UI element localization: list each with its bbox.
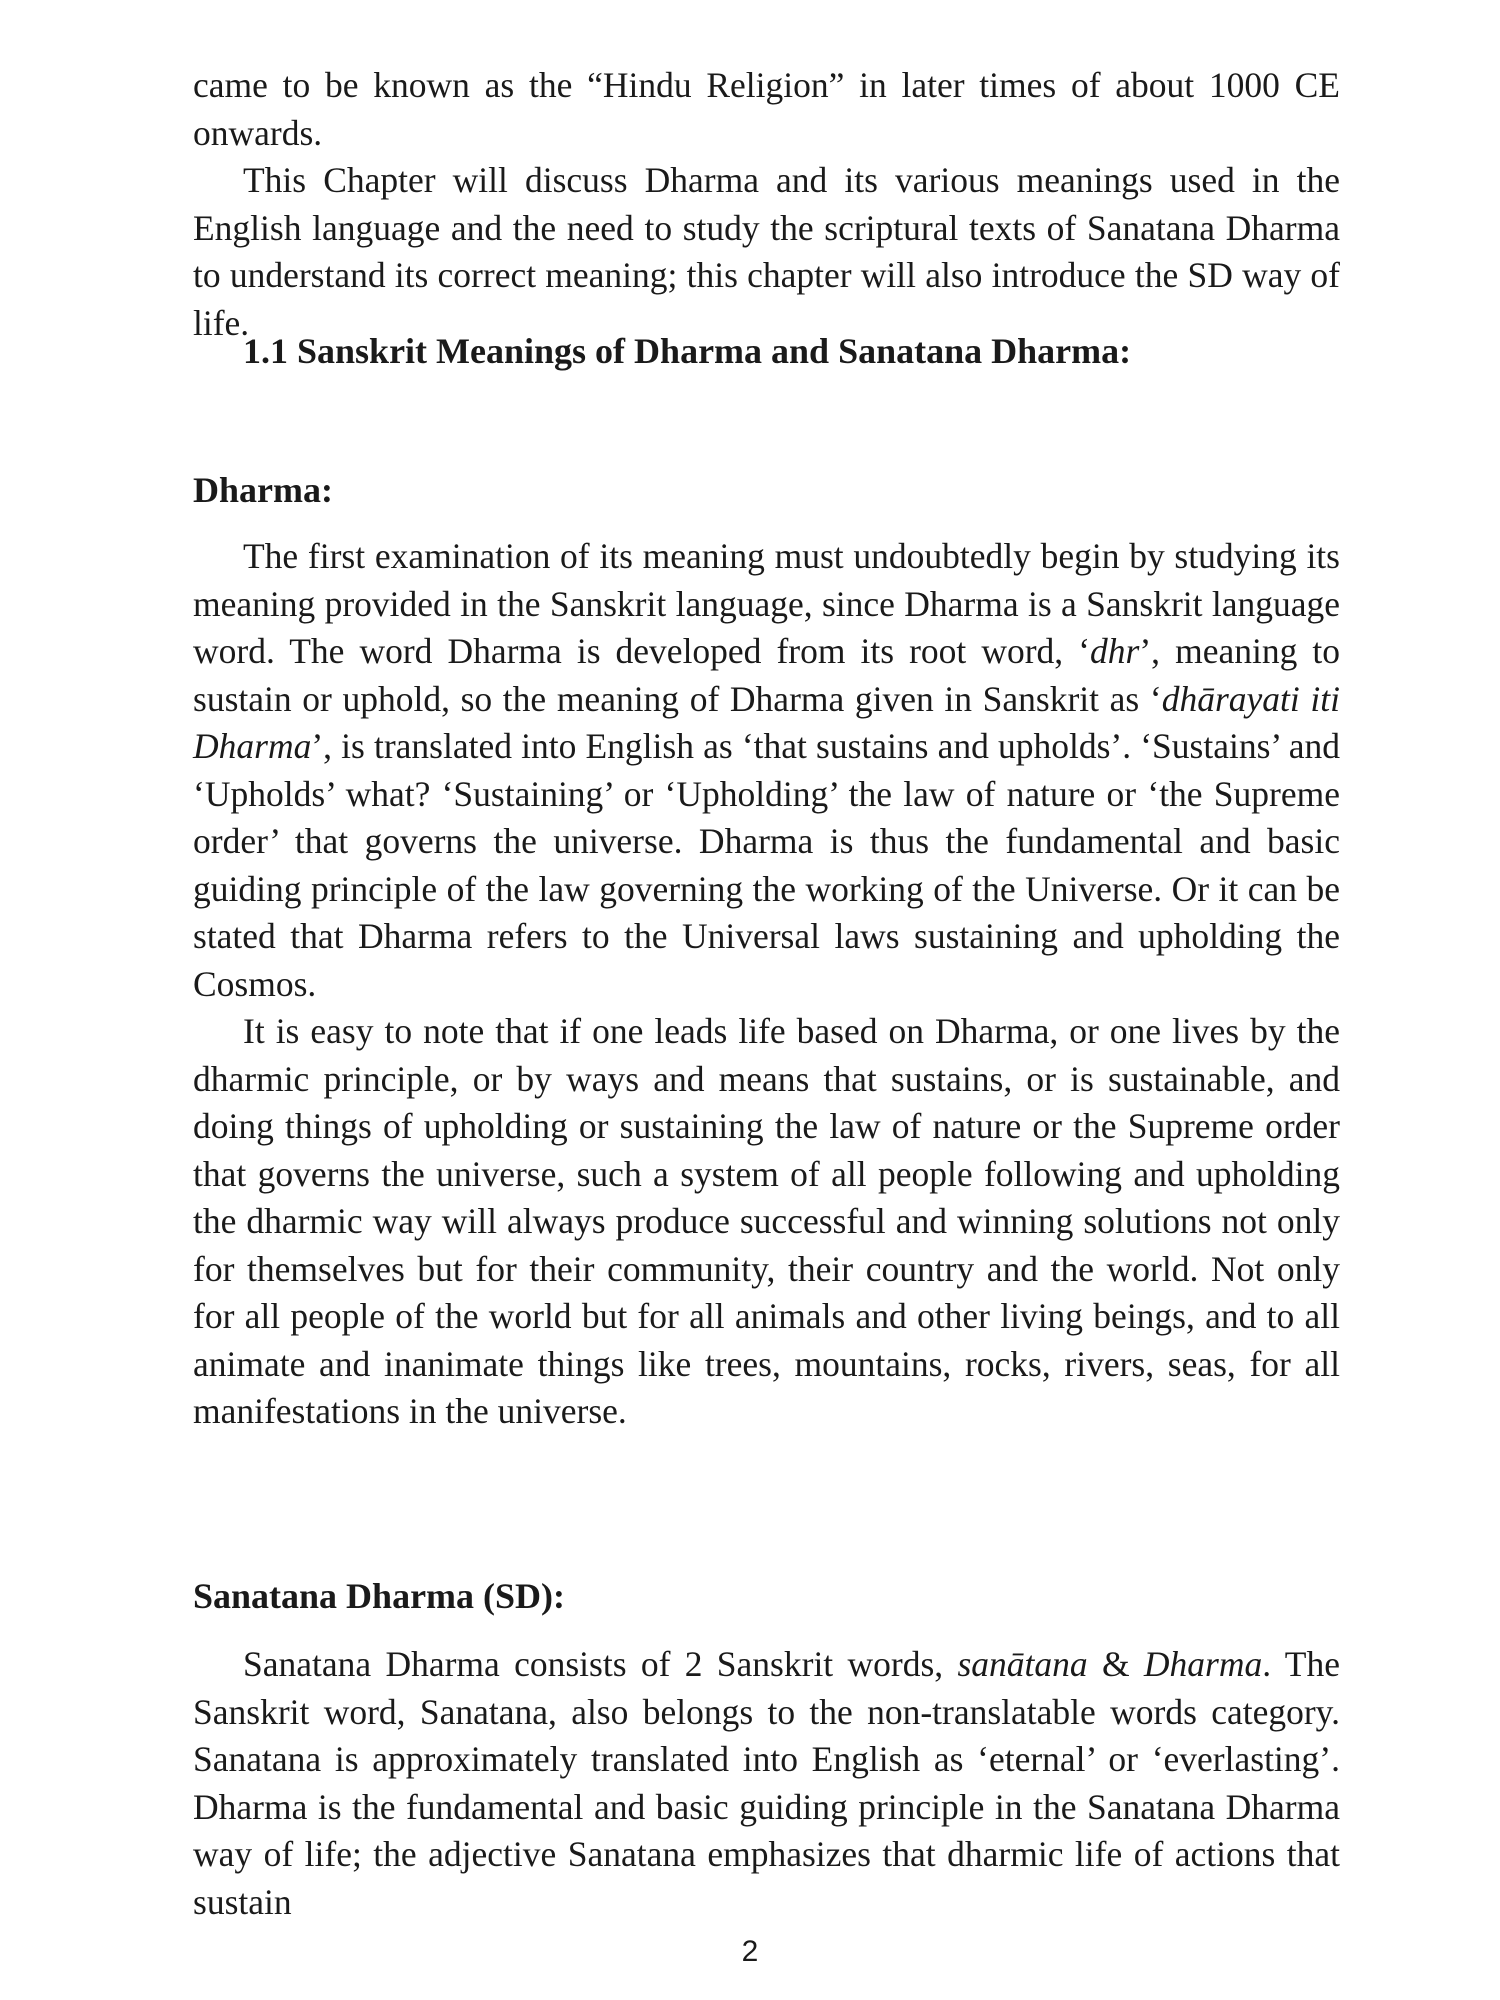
text-run: . The Sanskrit word, Sanatana, also belongs to the non-translatable words category. Sanatana is approximately translated into English as ‘eternal’ or ‘everlasting’. Dharma is the fundamental and basic guiding principle in the Sanatana Dharma way of life; the adjective Sanatana emphasizes that dharmic life of actions that sustain xyxy=(193,1644,1340,1922)
sd-block xyxy=(193,1573,1340,1620)
text-run: ’, is translated into English as ‘that sustains and upholds’. ‘Sustains’ and ‘Upholds’ what? ‘Sustaining’ or ‘Upholding’ the law of nature or ‘the Supreme order’ that governs the universe. Dharma is thus the fundamental and basic guiding principle of the law governing the working of the Universe. Or it can be stated that Dharma refers to the Universal laws sustaining and upholding the Cosmos. xyxy=(193,726,1340,1004)
intro-paragraph: This Chapter will discuss Dharma and its various meanings used in the English language and the need to study the scriptural texts of Sanatana Dharma to understand its correct meaning; this chapter will also introduce the SD way of life. xyxy=(193,160,1340,343)
text-run: & xyxy=(1087,1644,1144,1684)
dharma-block xyxy=(193,467,1340,514)
section-heading-block xyxy=(193,328,1340,375)
sd-heading: Sanatana Dharma (SD): xyxy=(193,1576,566,1616)
sd-paragraph-1 xyxy=(193,1641,1340,1926)
text-run: Sanatana Dharma consists of 2 Sanskrit words, xyxy=(243,1644,958,1684)
italic-term: dhr xyxy=(1090,631,1140,671)
page-number: 2 xyxy=(741,1935,759,1968)
intro-block xyxy=(193,62,1340,347)
dharma-paragraphs xyxy=(193,533,1340,1436)
italic-term: sanātana xyxy=(957,1644,1088,1684)
sd-paragraphs xyxy=(193,1641,1340,1926)
intro-paragraph-continued: came to be known as the “Hindu Religion” in later times of about 1000 CE onwards. xyxy=(193,65,1340,153)
italic-term: dhārayati iti Dharma xyxy=(193,678,1340,766)
italic-term: Dharma xyxy=(1143,1644,1263,1684)
dharma-paragraph-1 xyxy=(193,533,1340,1008)
text-run: The first examination of its meaning must undoubtedly begin by studying its meaning provided in the Sanskrit language, since Dharma is a Sanskrit language word. The word Dharma is developed from its root word, ‘ xyxy=(193,536,1340,671)
dharma-paragraph-2: It is easy to note that if one leads life based on Dharma, or one lives by the dharmic principle, or by ways and means that sustains, or is sustainable, and doing things of upholding or sustaining the law of nature or the Supreme order that governs the universe, such a system of all people following and upholding the dharmic way will always produce successful and winning solutions not only for themselves but for their community, their country and the world. Not only for all people of the world but for all animals and other living beings, and to all animate and inanimate things like trees, mountains, rocks, rivers, seas, for all manifestations in the universe. xyxy=(193,1011,1340,1431)
dharma-heading: Dharma: xyxy=(193,470,333,510)
section-heading: 1.1 Sanskrit Meanings of Dharma and Sanatana Dharma: xyxy=(243,331,1132,371)
text-run: ’, meaning to sustain or uphold, so the meaning of Dharma given in Sanskrit as ‘ xyxy=(193,631,1340,719)
